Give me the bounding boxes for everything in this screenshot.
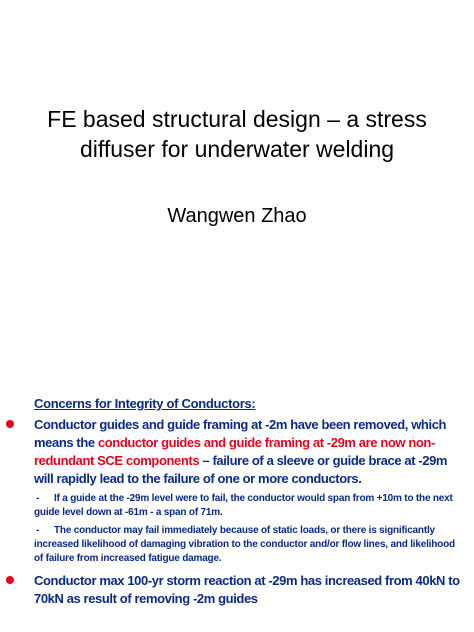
bullet-item-guides-removed [0,416,474,488]
dash-marker: - [36,493,40,504]
bullet-dot-icon [6,576,14,584]
sub-item-guide-failure [0,492,474,520]
bullet-text: Conductor max 100-yr storm reaction at -29m has increased from 40kN to 70kN as result of removing -2m guides [34,573,460,606]
author-name: Wangwen Zhao [167,205,307,227]
content-slide [0,378,474,632]
dash-marker: - [36,525,40,536]
bullet-text: Conductor guides and guide framing at -2m have been removed, which means the [34,417,447,450]
bullet-dot-icon [6,420,14,428]
bullet-list [0,416,474,608]
bullet-item-storm-reaction [0,572,474,608]
bullet-text-continued: – failure of a sleeve or guide brace at -29m will rapidly lead to the failure of one or more conductors. [34,453,448,486]
slide-heading: Concerns for Integrity of Conductors: [34,396,256,411]
sub-item-text: The conductor may fail immediately because of static loads, or there is significantly increased likelihood of damaging vibration to the conductor and/or flow lines, and likelihood of failure from increased fatigue damage. [34,525,455,564]
sub-item-static-loads [0,524,474,566]
slide-title: FE based structural design – a stress diffuser for underwater welding [47,106,427,162]
bullet-highlight-text: conductor guides and guide framing at -29m are now non-redundant SCE components [34,435,435,468]
sub-item-text: If a guide at the -29m level were to fail, the conductor would span from +10m to the next guide level down at -61m - a span of 71m. [34,493,453,518]
